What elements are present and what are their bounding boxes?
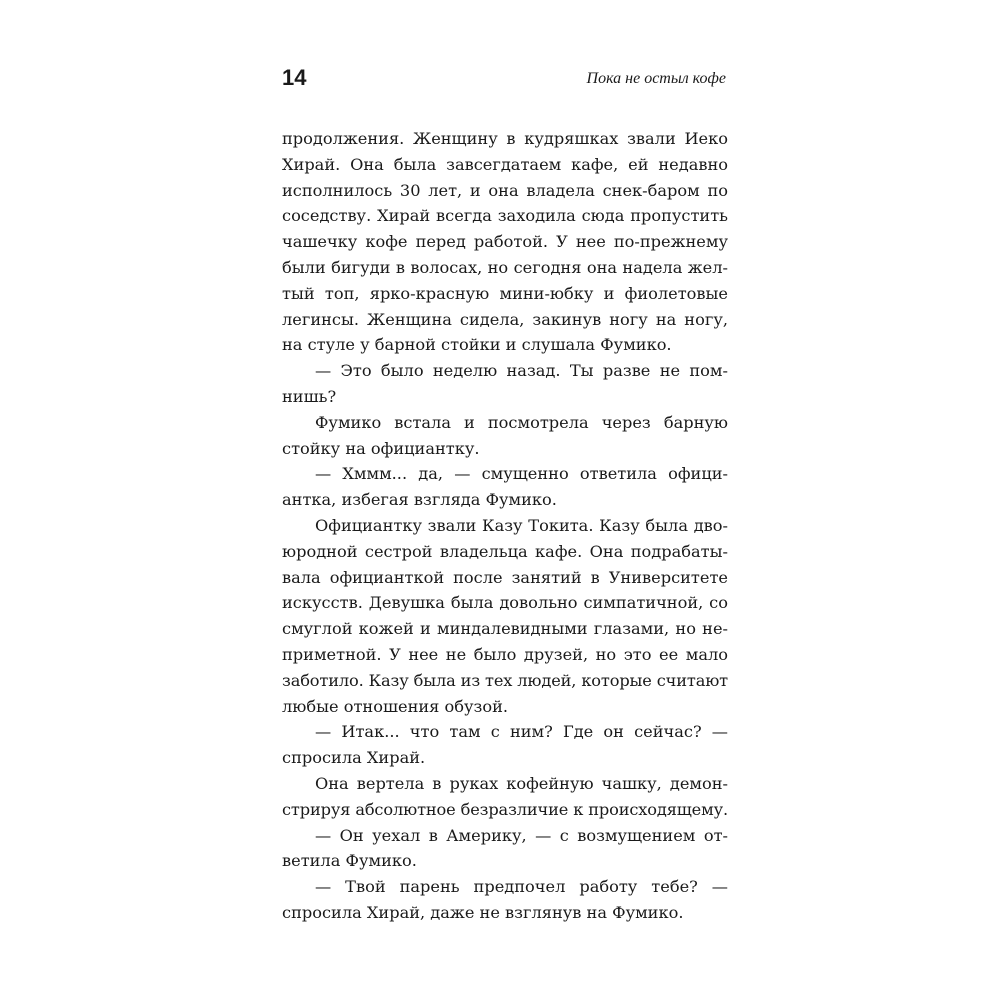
text-line: антка, избегая взгляда Фумико.: [282, 490, 557, 510]
text-line: любые отношения обузой.: [282, 696, 509, 716]
text-line: Официантку звали Казу Токита. Казу была дво-: [315, 515, 728, 535]
text-line: спросила Хирай, даже не взглянув на Фумико.: [282, 902, 684, 922]
text-line: на стуле у барной стойки и слушала Фумико.: [282, 335, 672, 355]
text-line: исполнилось 30 лет, и она владела снек-баром по: [282, 180, 728, 200]
text-line: нишь?: [282, 386, 337, 406]
text-line: — Хммм... да, — смущенно ответила офици-: [315, 464, 728, 484]
text-line: тый топ, ярко-красную мини-юбку и фиолетовые: [282, 283, 728, 303]
text-line: юродной сестрой владельца кафе. Она подрабаты-: [282, 541, 728, 561]
text-line: стрируя абсолютное безразличие к происходящему.: [282, 799, 728, 819]
text-line: — Твой парень предпочел работу тебе? —: [315, 877, 728, 897]
text-line: соседству. Хирай всегда заходила сюда пропустить: [282, 206, 728, 226]
text-line: — Он уехал в Америку, — с возмущением от-: [315, 825, 728, 845]
text-line: спросила Хирай.: [282, 748, 426, 768]
text-line: легинсы. Женщина сидела, закинув ногу на ногу,: [282, 309, 728, 329]
text-line: Она вертела в руках кофейную чашку, демон-: [315, 773, 728, 793]
text-line: — Это было неделю назад. Ты разве не пом-: [315, 361, 728, 381]
body-text: [282, 126, 728, 926]
text-line: чашечку кофе перед работой. У нее по-прежнему: [282, 232, 728, 252]
page-number: 14: [282, 65, 307, 90]
text-line: искусств. Девушка была довольно симпатичной, со: [282, 593, 728, 613]
text-line: смуглой кожей и миндалевидными глазами, но не-: [282, 619, 728, 639]
text-line: Фумико встала и посмотрела через барную: [315, 412, 728, 432]
text-line: продолжения. Женщину в кудряшках звали Иеко: [282, 129, 728, 148]
text-line: были бигуди в волосах, но сегодня она надела жел-: [282, 257, 728, 277]
text-line: стойку на официантку.: [282, 438, 480, 458]
text-line: приметной. У нее не было друзей, но это ее мало: [282, 644, 728, 664]
text-line: — Итак... что там с ним? Где он сейчас? —: [315, 722, 728, 742]
text-line: Хирай. Она была завсегдатаем кафе, ей недавно: [282, 154, 728, 174]
running-title: Пока не остыл кофе: [586, 70, 726, 87]
text-line: заботило. Казу была из тех людей, которые считают: [282, 670, 728, 690]
text-line: ветила Фумико.: [282, 851, 417, 871]
text-line: вала официанткой после занятий в Университете: [282, 567, 728, 587]
